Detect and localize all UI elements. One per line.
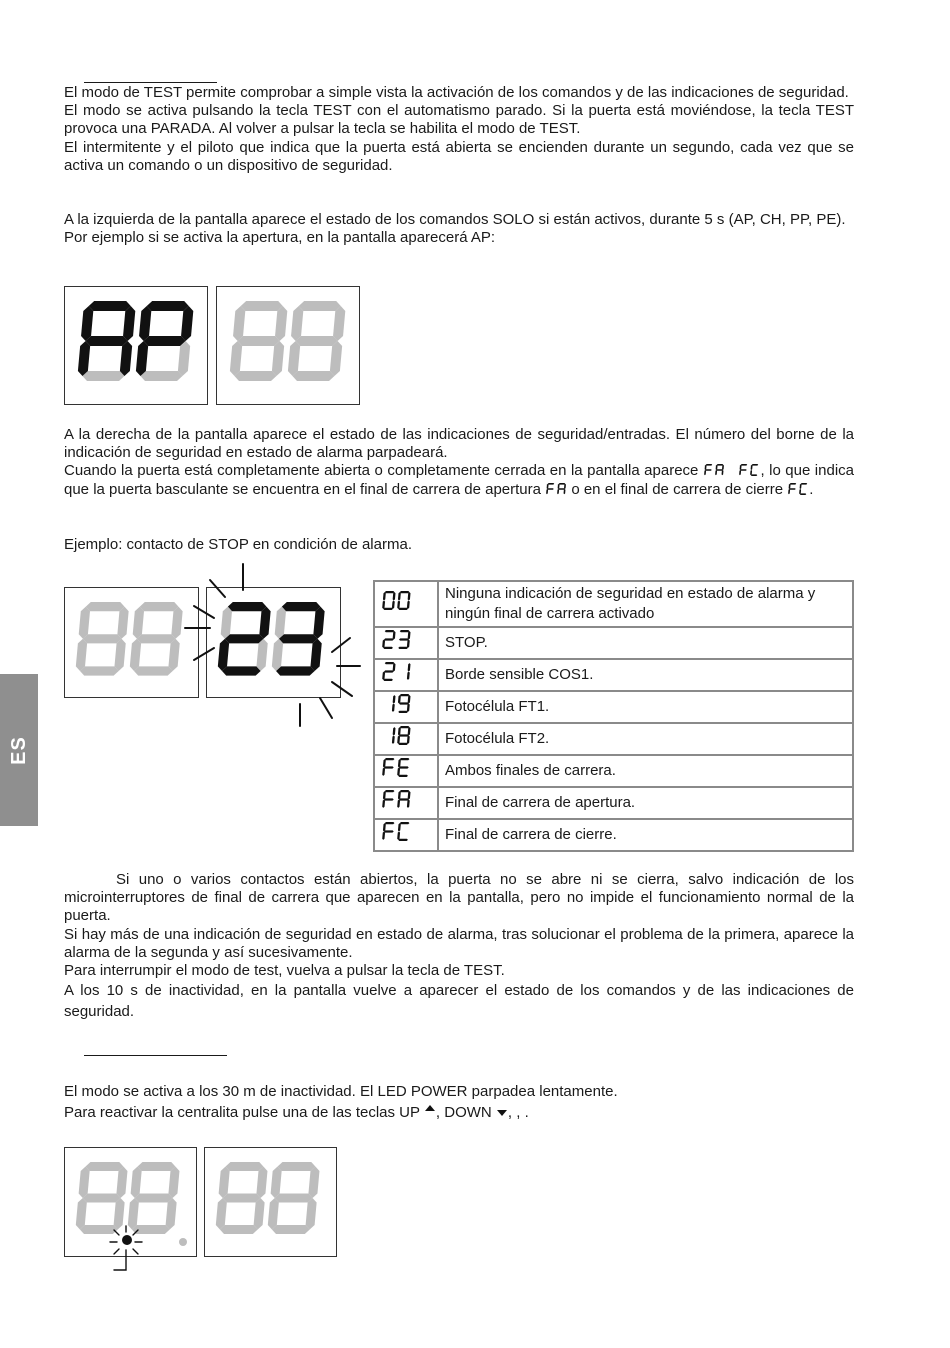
status-code-description: Ambos finales de carrera. xyxy=(438,755,853,787)
segment-f xyxy=(383,759,386,767)
left-status-p1: A la izquierda de la pantalla aparece el estado de los comandos SOLO si están activos, durante 5 s (AP, CH, PP, PE). xyxy=(64,211,846,228)
status-code-digits xyxy=(381,693,415,715)
segment-a xyxy=(400,822,410,824)
segment-a xyxy=(801,483,808,485)
segment-g xyxy=(547,488,554,490)
segment-c xyxy=(392,601,395,609)
code-digit xyxy=(704,464,712,475)
segment-d xyxy=(140,371,183,381)
segment-a xyxy=(277,1162,316,1171)
segment-a xyxy=(139,602,178,611)
segment-e xyxy=(557,489,559,494)
segment-a xyxy=(400,790,410,792)
segment-a xyxy=(88,301,131,311)
code-digit xyxy=(382,790,394,808)
display-left-ap xyxy=(64,286,208,405)
code-digit xyxy=(397,758,410,777)
segment-d xyxy=(272,1225,311,1234)
segment-f xyxy=(383,592,386,600)
status-code-cell xyxy=(374,691,438,723)
segment-g xyxy=(558,488,565,490)
segment-d xyxy=(398,775,408,777)
table-row xyxy=(374,627,853,659)
segment-b xyxy=(168,1167,180,1199)
segment-e xyxy=(215,1198,227,1230)
segment-g xyxy=(399,766,409,768)
segment-e xyxy=(129,639,141,671)
segment-d xyxy=(398,839,408,841)
segment-a xyxy=(146,301,189,311)
status-code-description: Final de carrera de apertura. xyxy=(438,787,853,819)
segment-e xyxy=(135,341,148,376)
table-row xyxy=(374,659,853,691)
segment-b xyxy=(393,663,396,671)
code-digit xyxy=(382,630,396,649)
segment-b xyxy=(393,631,396,639)
code-digit xyxy=(397,726,411,745)
segment-g xyxy=(741,470,748,472)
segment-d xyxy=(398,608,408,610)
status-code-digits xyxy=(381,757,415,779)
segment-b xyxy=(408,631,411,639)
segment-g xyxy=(384,798,394,800)
status-code-cell xyxy=(374,627,438,659)
right-status-text xyxy=(64,426,854,499)
segment-c xyxy=(114,639,126,671)
notes-p1: Si uno o varios contactos están abiertos, la puerta no se abre ni se cierra, salvo indicación de los microinterruptores de final de carrera que aparecen en la pantalla, pero no impide el funcionamiento normal de la puerta. xyxy=(64,871,854,925)
segment-d xyxy=(234,371,277,381)
segment-c xyxy=(177,341,190,376)
segment-e xyxy=(397,768,400,776)
segment-b xyxy=(408,663,411,671)
segment-b xyxy=(256,1167,268,1199)
segment-f xyxy=(398,727,401,735)
segment-a xyxy=(400,591,410,593)
status-code-description: Borde sensible COS1. xyxy=(438,659,853,691)
segment-b xyxy=(393,592,396,600)
segment-a xyxy=(548,483,555,485)
display-right-idle xyxy=(216,286,360,405)
display-digits-idle-2 xyxy=(65,588,198,697)
arrow-down-icon xyxy=(496,1108,508,1118)
segment-a xyxy=(385,758,395,760)
segment-d xyxy=(383,608,393,610)
code-digit xyxy=(382,591,396,610)
display-digits-standby-right xyxy=(205,1148,336,1256)
segment-g xyxy=(295,336,338,346)
segment-f xyxy=(218,1167,230,1199)
status-code-description: Fotocélula FT2. xyxy=(438,723,853,755)
segment-g xyxy=(384,766,394,768)
segment-c xyxy=(407,704,410,712)
segment-digit xyxy=(129,602,183,676)
segment-d xyxy=(292,371,335,381)
segment-digit xyxy=(75,602,129,676)
segment-c xyxy=(253,1198,265,1230)
segment-f xyxy=(81,306,94,341)
segment-a xyxy=(385,822,395,824)
segment-f xyxy=(751,465,753,470)
segment-e xyxy=(382,601,385,609)
segment-c xyxy=(119,341,132,376)
segment-c xyxy=(392,736,395,744)
segment-e xyxy=(382,768,385,776)
table-row xyxy=(374,723,853,755)
code-digit xyxy=(398,630,411,649)
segment-b xyxy=(408,592,411,600)
segment-g xyxy=(237,336,280,346)
notes-p2: Si hay más de una indicación de seguridad en estado de alarma, tras solucionar el problema de la primera, aparece la alarma de la segunda y así sucesivamente. xyxy=(64,925,854,961)
test-intro-p1: El modo de TEST permite comprobar a simple vista la activación de los comandos y de las indicaciones de seguridad. xyxy=(64,84,849,101)
language-tab-label: ES xyxy=(7,735,30,765)
segment-f xyxy=(800,483,802,488)
segment-e xyxy=(382,672,385,680)
segment-a xyxy=(385,662,395,664)
segment-g xyxy=(134,1194,173,1203)
decimal-point-dot xyxy=(179,1238,187,1246)
segment-g xyxy=(384,670,394,672)
segment-f xyxy=(398,592,401,600)
segment-e xyxy=(77,341,90,376)
segment-e xyxy=(397,800,400,808)
segment-e xyxy=(788,489,790,494)
code-digit xyxy=(392,695,396,712)
segment-d xyxy=(383,679,393,681)
segment-c xyxy=(407,736,410,744)
segment-d xyxy=(800,493,807,495)
standby-p2: Para reactivar la centralita pulse una de las teclas UP , DOWN , , . xyxy=(64,1104,529,1121)
segment-c xyxy=(165,1198,177,1230)
segment-f xyxy=(233,306,246,341)
segment-e xyxy=(382,832,385,840)
segment-g xyxy=(399,798,409,800)
segment-f xyxy=(270,1167,282,1199)
segment-a xyxy=(706,464,713,466)
status-code-cell xyxy=(374,659,438,691)
segment-a xyxy=(559,483,566,485)
segment-f xyxy=(132,607,144,639)
code-digit xyxy=(788,483,796,494)
segment-a xyxy=(298,301,341,311)
segment-b xyxy=(308,1167,320,1199)
segment-g xyxy=(82,634,121,643)
segment-b xyxy=(117,607,129,639)
segment-e xyxy=(75,1198,87,1230)
segment-c xyxy=(392,704,395,712)
table-row xyxy=(374,755,853,787)
language-tab xyxy=(0,674,38,826)
segment-c xyxy=(407,601,410,609)
segment-c xyxy=(271,341,284,376)
segment-c xyxy=(407,672,410,680)
segment-a xyxy=(85,602,124,611)
code-digit xyxy=(715,464,724,475)
segment-f xyxy=(291,306,304,341)
status-code-digits xyxy=(381,821,415,843)
code-digit xyxy=(397,822,410,841)
notes-text xyxy=(64,871,854,1022)
segment-a xyxy=(790,483,797,485)
status-code-description: STOP. xyxy=(438,627,853,659)
segment-a xyxy=(400,630,410,632)
code-digit xyxy=(397,790,411,808)
test-intro-p2: El modo se activa pulsando la tecla TEST con el automatismo parado. Si la puerta está moviéndose, la tecla TEST provoca una PARADA. Al volver a pulsar la tecla se habilita el modo de TEST. xyxy=(64,102,854,138)
segment-f xyxy=(139,306,152,341)
inline-code-fc xyxy=(738,463,760,477)
segment-c xyxy=(305,1198,317,1230)
segment-d xyxy=(398,711,408,713)
segment-a xyxy=(752,464,759,466)
segment-b xyxy=(181,306,194,341)
segment-e xyxy=(546,489,548,494)
status-code-cell xyxy=(374,755,438,787)
segment-e xyxy=(704,470,706,475)
status-code-digits xyxy=(381,629,415,651)
status-code-cell xyxy=(374,581,438,627)
segment-e xyxy=(229,341,242,376)
segment-b xyxy=(116,1167,128,1199)
display-left-idle-2 xyxy=(64,587,199,698)
segment-c xyxy=(407,800,410,808)
arrow-up-icon xyxy=(424,1103,436,1113)
test-intro-text xyxy=(64,84,854,175)
segment-g xyxy=(136,634,175,643)
code-digit xyxy=(382,822,394,840)
code-digit xyxy=(750,464,758,476)
status-code-cell xyxy=(374,819,438,851)
code-digit xyxy=(397,694,411,713)
segment-e xyxy=(397,736,400,744)
segment-g xyxy=(384,830,394,832)
display-digits-idle xyxy=(217,287,359,404)
segment-digit xyxy=(267,1162,320,1234)
segment-f xyxy=(398,823,401,831)
segment-d xyxy=(751,475,758,477)
segment-f xyxy=(398,759,401,767)
segment-e xyxy=(397,601,400,609)
code-digit xyxy=(382,662,396,681)
segment-a xyxy=(85,1162,124,1171)
right-status-p1: A la derecha de la pantalla aparece el estado de las indicaciones de seguridad/entradas. El número del borne de la indicación de seguridad en estado de alarma parpadeará. xyxy=(64,426,854,462)
status-codes-table xyxy=(373,580,854,852)
segment-f xyxy=(78,1167,90,1199)
segment-f xyxy=(130,1167,142,1199)
segment-g xyxy=(399,702,409,704)
segment-f xyxy=(398,695,401,703)
right-status-p2: Cuando la puerta está completamente abierta o completamente cerrada en la pantalla aparece , lo que indica que la puerta basculante se encuentra en el final de carrera de apertura o en el final de carrera de cierre . xyxy=(64,462,855,498)
code-digit xyxy=(740,464,748,475)
heading-underline-test xyxy=(84,82,217,83)
segment-g xyxy=(143,336,186,346)
code-digit xyxy=(397,591,411,610)
segment-g xyxy=(85,336,128,346)
segment-b xyxy=(275,306,288,341)
segment-e xyxy=(740,470,742,475)
code-digit xyxy=(546,483,554,494)
segment-g xyxy=(384,638,394,640)
segment-a xyxy=(385,630,395,632)
segment-e xyxy=(267,1198,279,1230)
code-digit xyxy=(407,663,411,680)
code-digit xyxy=(392,727,396,744)
code-digit xyxy=(557,483,566,494)
display-digits-ap xyxy=(65,287,207,404)
display-right-standby xyxy=(204,1147,337,1257)
segment-g xyxy=(790,488,797,490)
segment-b xyxy=(408,791,411,799)
segment-b xyxy=(123,306,136,341)
segment-g xyxy=(399,638,409,640)
status-code-description: Ninguna indicación de seguridad en estado de alarma y ningún final de carrera activado xyxy=(438,581,853,627)
segment-g xyxy=(82,1194,121,1203)
segment-d xyxy=(80,666,119,675)
segment-a xyxy=(385,591,395,593)
code-digit xyxy=(799,483,807,495)
left-status-text xyxy=(64,211,854,247)
segment-b xyxy=(393,695,396,703)
segment-a xyxy=(240,301,283,311)
status-code-digits xyxy=(381,590,415,612)
segment-digit xyxy=(77,301,136,381)
notes-p3: Para interrumpir el modo de test, vuelva a pulsar la tecla de TEST. xyxy=(64,962,505,980)
segment-g xyxy=(705,470,712,472)
segment-b xyxy=(333,306,346,341)
segment-e xyxy=(715,470,717,475)
segment-d xyxy=(398,743,408,745)
segment-digit xyxy=(287,301,346,381)
segment-f xyxy=(383,823,386,831)
status-code-digits xyxy=(381,661,415,683)
segment-c xyxy=(168,639,180,671)
segment-a xyxy=(385,790,395,792)
inline-code-fc-2 xyxy=(787,482,809,496)
standby-p1: El modo se activa a los 30 m de inactividad. El LED POWER parpadea lentamente. xyxy=(64,1083,618,1100)
segment-digit xyxy=(215,1162,268,1234)
segment-d xyxy=(220,1225,259,1234)
segment-a xyxy=(400,726,410,728)
segment-f xyxy=(78,607,90,639)
example-label: Ejemplo: contacto de STOP en condición de alarma. xyxy=(64,536,412,553)
segment-a xyxy=(225,1162,264,1171)
status-code-cell xyxy=(374,787,438,819)
segment-c xyxy=(407,640,410,648)
segment-b xyxy=(393,727,396,735)
segment-f xyxy=(398,791,401,799)
segment-g xyxy=(222,1194,261,1203)
segment-e xyxy=(75,639,87,671)
segment-d xyxy=(134,666,173,675)
inline-code-fa-2 xyxy=(545,482,567,496)
segment-g xyxy=(716,470,723,472)
segment-e xyxy=(382,640,385,648)
segment-g xyxy=(399,734,409,736)
segment-a xyxy=(400,694,410,696)
segment-b xyxy=(408,727,411,735)
blink-rays-icon xyxy=(180,560,370,730)
segment-e xyxy=(397,832,400,840)
inline-code-fa xyxy=(703,463,725,477)
status-code-digits xyxy=(381,725,415,747)
test-intro-p3: El intermitente y el piloto que indica que la puerta está abierta se encienden durante un segundo, cada vez que se activa un comando o un dispositivo de seguridad. xyxy=(64,138,854,174)
segment-c xyxy=(329,341,342,376)
segment-a xyxy=(400,758,410,760)
segment-a xyxy=(717,464,724,466)
segment-e xyxy=(382,800,385,808)
segment-f xyxy=(383,791,386,799)
status-code-cell xyxy=(374,723,438,755)
segment-a xyxy=(137,1162,176,1171)
table-row xyxy=(374,819,853,851)
table-row xyxy=(374,787,853,819)
status-code-digits xyxy=(381,789,415,811)
segment-a xyxy=(741,464,748,466)
standby-text xyxy=(64,1081,854,1123)
left-status-p2: Por ejemplo si se activa la apertura, en la pantalla aparecerá AP: xyxy=(64,229,496,247)
segment-d xyxy=(398,647,408,649)
segment-d xyxy=(383,647,393,649)
heading-underline-standby xyxy=(84,1055,227,1056)
segment-b xyxy=(408,695,411,703)
led-blink-icon xyxy=(100,1222,160,1277)
status-code-description: Fotocélula FT1. xyxy=(438,691,853,723)
segment-g xyxy=(274,1194,313,1203)
segment-d xyxy=(82,371,125,381)
code-digit xyxy=(382,758,394,776)
table-row xyxy=(374,691,853,723)
segment-digit xyxy=(135,301,194,381)
segment-e xyxy=(287,341,300,376)
notes-p4: A los 10 s de inactividad, en la pantalla vuelve a aparecer el estado de los comandos y de las indicaciones de seguridad. xyxy=(64,982,854,1021)
table-row xyxy=(374,581,853,627)
segment-digit xyxy=(229,301,288,381)
status-code-description: Final de carrera de cierre. xyxy=(438,819,853,851)
